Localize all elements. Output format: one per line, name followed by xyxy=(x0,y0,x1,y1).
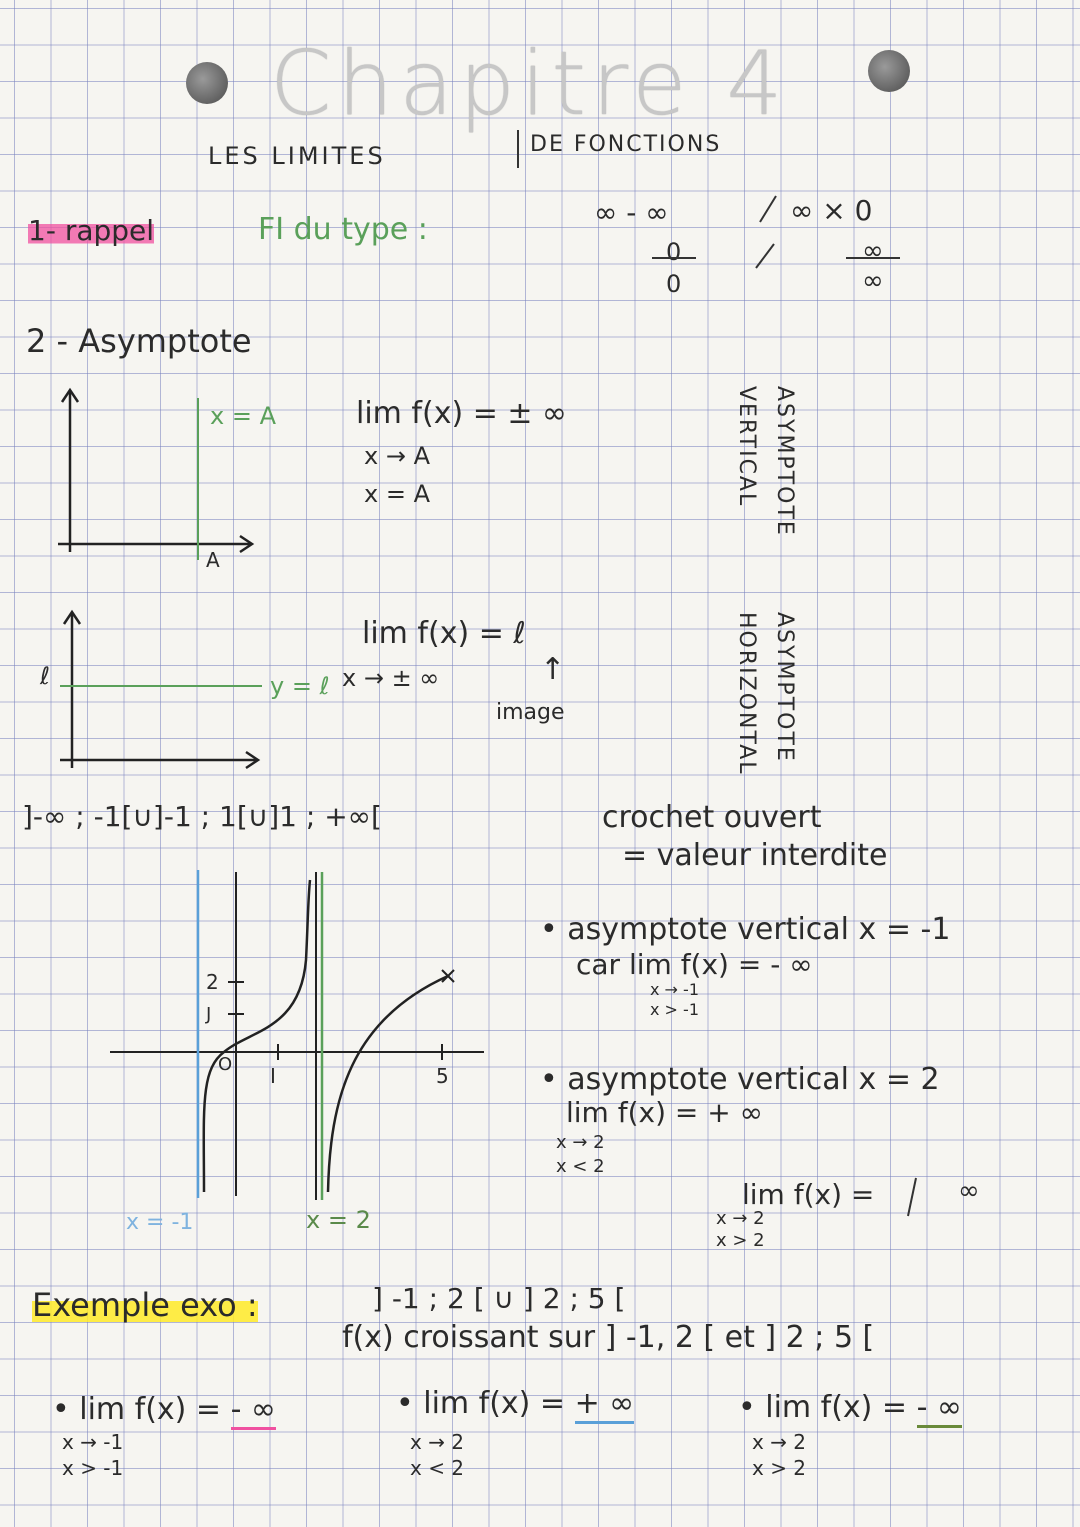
fi-form-zero-num: 0 xyxy=(666,238,682,266)
graph-label-x-minus-1: x = -1 xyxy=(126,1210,194,1235)
exemple-lim-2-text: lim f(x) = xyxy=(423,1386,566,1421)
fi-form-inf-times-zero: ∞ × 0 xyxy=(790,194,873,227)
horizontal-line-label-text: y = ℓ xyxy=(270,672,330,700)
section-heading-rappel: 1- rappel xyxy=(28,214,155,247)
note3-slash xyxy=(908,1178,916,1216)
vertical-axis-label-a: A xyxy=(206,548,220,572)
exemple-domain: ] -1 ; 2 [ ∪ ] 2 ; 5 [ xyxy=(372,1282,626,1315)
note2-line1: • asymptote vertical x = 2 xyxy=(540,1062,940,1097)
exemple-lim-3: • lim f(x) = - ∞ xyxy=(738,1390,962,1425)
horizontal-side-label-horizontal: HORIZONTAL xyxy=(734,612,759,776)
horizontal-image-label: image xyxy=(496,700,565,725)
subtitle-right: DE FONCTIONS xyxy=(530,132,722,157)
note1-sub1: x → -1 xyxy=(650,980,699,999)
exemple-lim-3-sub1: x → 2 xyxy=(752,1430,807,1454)
horizontal-axis-label-l: ℓ xyxy=(40,662,50,690)
horizontal-asymptote-graph xyxy=(60,612,262,768)
note2-sub2: x < 2 xyxy=(556,1156,605,1177)
exemple-croissant: f(x) croissant sur ] -1, 2 [ et ] 2 ; 5 [ xyxy=(342,1320,875,1355)
graph3-curve-right xyxy=(328,976,448,1192)
note2-sub1: x → 2 xyxy=(556,1132,605,1153)
exemple-heading: Exemple exo : xyxy=(32,1286,258,1324)
graph-tick-5: 5 xyxy=(436,1064,449,1088)
exemple-lim-3-text: lim f(x) = xyxy=(765,1390,908,1425)
note1-line1-text: asymptote vertical x = -1 xyxy=(567,912,951,947)
note1-sub2: x > -1 xyxy=(650,1000,699,1019)
vertical-lim-line3: x = A xyxy=(364,480,430,508)
horizontal-lim-line1: lim f(x) = ℓ xyxy=(362,616,526,651)
note3-sub1: x → 2 xyxy=(716,1208,765,1229)
fi-form-inf-den: ∞ xyxy=(862,266,884,296)
horizontal-side-label-asymptote: ASYMPTOTE xyxy=(772,612,797,763)
fi-form-inf-num: ∞ xyxy=(862,236,884,266)
vertical-side-label-vertical: VERTICAL xyxy=(734,386,759,508)
fi-text: FI du type : xyxy=(258,212,428,247)
graph-tick-i: I xyxy=(270,1064,276,1088)
page-title: Chapitre 4 xyxy=(270,32,789,135)
graph-tick-2: 2 xyxy=(206,970,219,994)
horizontal-arrow: ↑ xyxy=(540,652,566,687)
fi-slash-1 xyxy=(760,196,776,222)
function-graph xyxy=(110,870,484,1200)
fi-form-zero-den: 0 xyxy=(666,270,682,298)
exemple-lim-2-sub1: x → 2 xyxy=(410,1430,465,1454)
note2-line1-text: asymptote vertical x = 2 xyxy=(567,1062,940,1097)
fi-form-inf-minus-inf: ∞ - ∞ xyxy=(594,196,669,229)
exemple-lim-1-val: - ∞ xyxy=(231,1392,276,1430)
exemple-lim-1: • lim f(x) = - ∞ xyxy=(52,1392,276,1427)
interval-note-line2: = valeur interdite xyxy=(622,838,888,873)
section-heading-asymptote: 2 - Asymptote xyxy=(26,322,252,360)
interval-note-line1: crochet ouvert xyxy=(602,800,822,835)
exemple-lim-3-val: - ∞ xyxy=(917,1390,962,1428)
note1-line1: • asymptote vertical x = -1 xyxy=(540,912,951,947)
exemple-lim-1-sub1: x → -1 xyxy=(62,1430,124,1454)
vertical-lim-line2: x → A xyxy=(364,442,430,470)
horizontal-lim-line2: x → ± ∞ xyxy=(342,664,440,692)
interval-domain: ]-∞ ; -1[∪]-1 ; 1[∪]1 ; +∞[ xyxy=(22,800,382,833)
graph3-curve-left xyxy=(204,880,310,1192)
exemple-lim-3-sub2: x > 2 xyxy=(752,1456,807,1480)
note3-line1: lim f(x) = xyxy=(742,1178,875,1211)
vertical-line-label-text: x = A xyxy=(210,402,276,430)
exemple-lim-2: • lim f(x) = + ∞ xyxy=(396,1386,634,1421)
note1-line2: car lim f(x) = - ∞ xyxy=(576,948,813,981)
vertical-lim-line1: lim f(x) = ± ∞ xyxy=(356,396,568,431)
vertical-side-label-asymptote: ASYMPTOTE xyxy=(772,386,797,537)
fi-slash-2 xyxy=(756,244,774,268)
vertical-asymptote-graph xyxy=(58,390,252,560)
graph-tick-j: J xyxy=(206,1004,212,1025)
exemple-lim-2-sub2: x < 2 xyxy=(410,1456,465,1480)
note3-val: ∞ xyxy=(958,1176,980,1206)
exemple-lim-1-sub2: x > -1 xyxy=(62,1456,124,1480)
note2-line2: lim f(x) = + ∞ xyxy=(566,1096,763,1129)
exemple-lim-2-val: + ∞ xyxy=(575,1386,635,1424)
graph-tick-o: O xyxy=(218,1054,233,1075)
note3-sub2: x > 2 xyxy=(716,1230,765,1251)
graph-label-x-2: x = 2 xyxy=(306,1206,371,1234)
exemple-lim-1-text: lim f(x) = xyxy=(79,1392,222,1427)
subtitle-left: LES LIMITES xyxy=(208,142,386,170)
